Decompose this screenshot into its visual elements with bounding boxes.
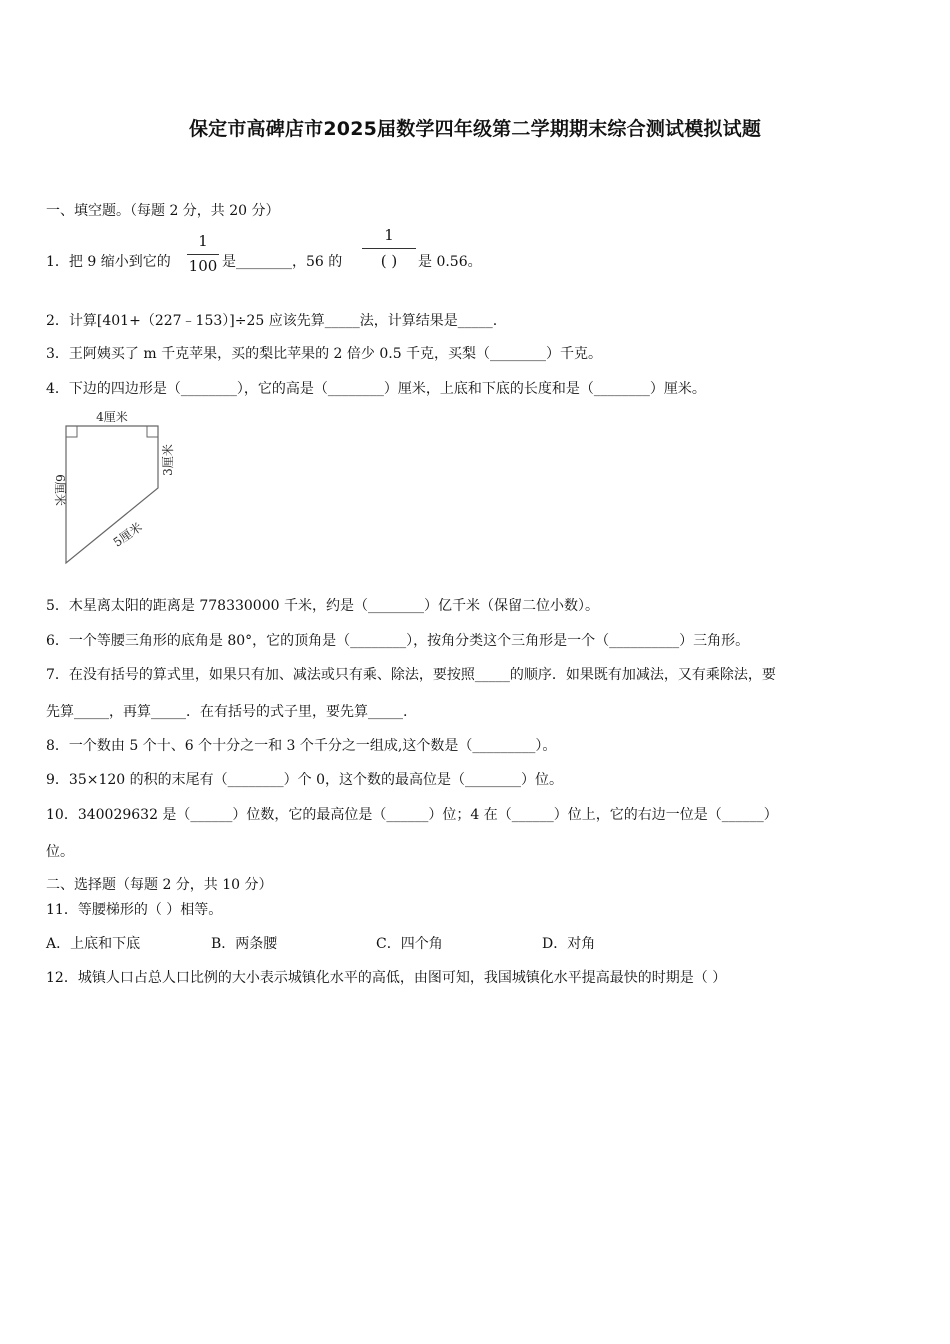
slant-side-label: 5厘米: [110, 519, 145, 550]
q1-fraction-a: [186, 232, 220, 280]
q1-part-a: 1．把 9 缩小到它的: [46, 254, 171, 270]
right-angle-mark-left: [66, 426, 77, 437]
q1-fraction-a-denominator: 100: [188, 257, 218, 275]
question-5: 5．木星离太阳的距离是 778330000 千米，约是（________）亿千米（保留二位小数）。: [46, 598, 599, 614]
question-10-line-1: 10．340029632 是（______）位数，它的最高位是（______）位；4 在（______）位上，它的右边一位是（______）: [46, 807, 778, 823]
quadrilateral-shape: [66, 426, 158, 563]
question-7-line-1: 7．在没有括号的算式里，如果只有加、减法或只有乘、除法，要按照_____的顺序．如果既有加减法，又有乘除法，要: [46, 667, 776, 683]
question-7-line-2: 先算_____，再算_____．在有括号的式子里，要先算_____.: [46, 704, 408, 720]
question-9: 9．35×120 的积的末尾有（________）个 0，这个数的最高位是（________）位。: [46, 772, 563, 788]
q1-fraction-a-numerator: 1: [198, 232, 208, 250]
fraction-bar: [187, 254, 219, 255]
page-title: 保定市高碑店市2025届数学四年级第二学期期末综合测试模拟试题: [188, 118, 762, 140]
section-2-heading: 二、选择题（每题 2 分，共 10 分）: [46, 877, 273, 893]
question-3: 3．王阿姨买了 m 千克苹果，买的梨比苹果的 2 倍少 0.5 千克，买梨（________）千克。: [46, 346, 603, 362]
question-10-line-2: 位。: [46, 844, 74, 860]
right-angle-mark-right: [147, 426, 158, 437]
q11-option-d[interactable]: D．对角: [542, 936, 596, 952]
top-side-label: 4厘米: [96, 410, 128, 424]
section-1-heading: 一、填空题。（每题 2 分，共 20 分）: [46, 203, 280, 219]
q1-part-c: 是 0.56。: [418, 254, 482, 270]
question-6: 6．一个等腰三角形的底角是 80°，它的顶角是（________），按角分类这个三角形是一个（__________）三角形。: [46, 633, 750, 649]
left-side-label: 6厘米: [53, 474, 67, 506]
question-4: 4．下边的四边形是（________），它的高是（________）厘米，上底和下底的长度和是（________）厘米。: [46, 381, 706, 397]
question-2: 2．计算[401+（227﹣153）]÷25 应该先算_____法，计算结果是_____.: [46, 313, 498, 329]
q1-fraction-b: [360, 226, 418, 274]
question-8: 8．一个数由 5 个十、6 个十分之一和 3 个千分之一组成,这个数是（_________）。: [46, 738, 557, 754]
q1-fraction-b-denominator: ( ): [380, 252, 398, 270]
q1-fraction-b-numerator: 1: [384, 226, 394, 244]
question-12: 12．城镇人口占总人口比例的大小表示城镇化水平的高低，由图可知，我国城镇化水平提高最快的时期是（ ）: [46, 970, 727, 986]
q11-option-a[interactable]: A．上底和下底: [46, 936, 141, 952]
quadrilateral-figure: [40, 408, 190, 573]
fraction-bar: [362, 248, 416, 249]
q1-part-b: 是________，56 的: [222, 254, 343, 270]
question-11: 11．等腰梯形的（ ）相等。: [46, 902, 223, 918]
q11-option-c[interactable]: C．四个角: [376, 936, 443, 952]
right-side-label: 3厘米: [161, 444, 175, 476]
q11-option-b[interactable]: B．两条腰: [211, 936, 278, 952]
